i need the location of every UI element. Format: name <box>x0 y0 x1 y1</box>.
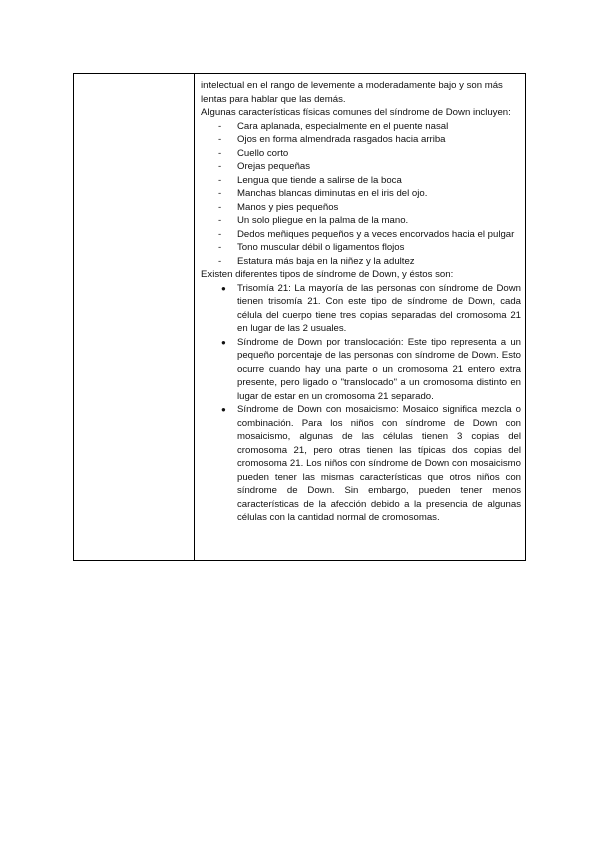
list-item: - Lengua que tiende a salirse de la boca <box>218 174 402 186</box>
dash-marker: - <box>218 120 222 132</box>
bullet-marker: ● <box>221 405 226 414</box>
dash-marker: - <box>218 228 222 240</box>
list-item: - Estatura más baja en la niñez y la adultez <box>218 255 415 267</box>
intro-line: lentas para hablar que las demás. <box>201 93 346 105</box>
dash-marker: - <box>218 201 222 213</box>
list-item: - Cuello corto <box>218 147 289 159</box>
dash-marker: - <box>218 147 222 159</box>
types-intro: Existen diferentes tipos de síndrome de Down, y éstos son: <box>201 269 454 280</box>
dash-marker: - <box>218 242 222 253</box>
list-item: - Ojos en forma almendrada rasgados hacia arriba <box>218 134 446 145</box>
content-table <box>73 73 526 561</box>
bullet-marker: ● <box>221 337 226 347</box>
list-item: - Cara aplanada, especialmente en el puente nasal <box>218 120 449 132</box>
dash-marker: - <box>218 174 222 186</box>
dash-marker: - <box>218 161 222 172</box>
features-intro: Algunas características físicas comunes del síndrome de Down incluyen: <box>201 107 511 118</box>
types-list <box>201 282 521 525</box>
features-list <box>201 120 521 269</box>
list-item: - Orejas pequeñas <box>218 161 311 172</box>
intro-line: intelectual en el rango de levemente a moderadamente bajo y son más <box>201 80 503 91</box>
list-item: - Tono muscular débil o ligamentos flojos <box>218 242 405 253</box>
list-item: ● Síndrome de Down con mosaicismo: Mosaico significa mezcla o combinación. Para los niños con síndrome de Down con mosaicismo, algunas de las células tienen 3 copias del cromosoma 21, pero otras tienen las típicas dos copias del cromosoma 21. Los niños con síndrome de Down con mosaicismo pueden tener las mismas características que otros niños con síndrome de Down. Sin embargo, pueden tener menos características de la afección debido a la presencia de algunas células con la cantidad normal de cromosomas. <box>221 404 521 523</box>
list-item: ● Trisomía 21: La mayoría de las personas con síndrome de Down tienen trisomía 21. Con este tipo de síndrome de Down, cada célula del cuerpo tiene tres copias separadas del cromosoma 21 en lugar de las 2 usuales. <box>221 282 521 334</box>
table-left-cell <box>74 74 195 560</box>
dash-marker: - <box>218 255 222 267</box>
list-item: - Un solo pliegue en la palma de la mano. <box>218 215 409 226</box>
table-right-cell <box>195 74 525 560</box>
bullet-marker: ● <box>221 283 226 293</box>
list-item: ● Síndrome de Down por translocación: Este tipo representa a un pequeño porcentaje de las personas con síndrome de Down. Esto ocurre cuando hay una parte o un cromosoma 21 entero extra presente, pero ligado o "translocado" a un cromosoma distinto en lugar de estar en un cromosoma 21 separado. <box>221 336 521 402</box>
list-item: - Manos y pies pequeños <box>218 201 339 213</box>
list-item: - Manchas blancas diminutas en el iris del ojo. <box>218 188 428 199</box>
list-item: - Dedos meñiques pequeños y a veces encorvados hacia el pulgar <box>218 228 515 240</box>
dash-marker: - <box>218 134 222 145</box>
dash-marker: - <box>218 215 222 226</box>
dash-marker: - <box>218 188 222 199</box>
